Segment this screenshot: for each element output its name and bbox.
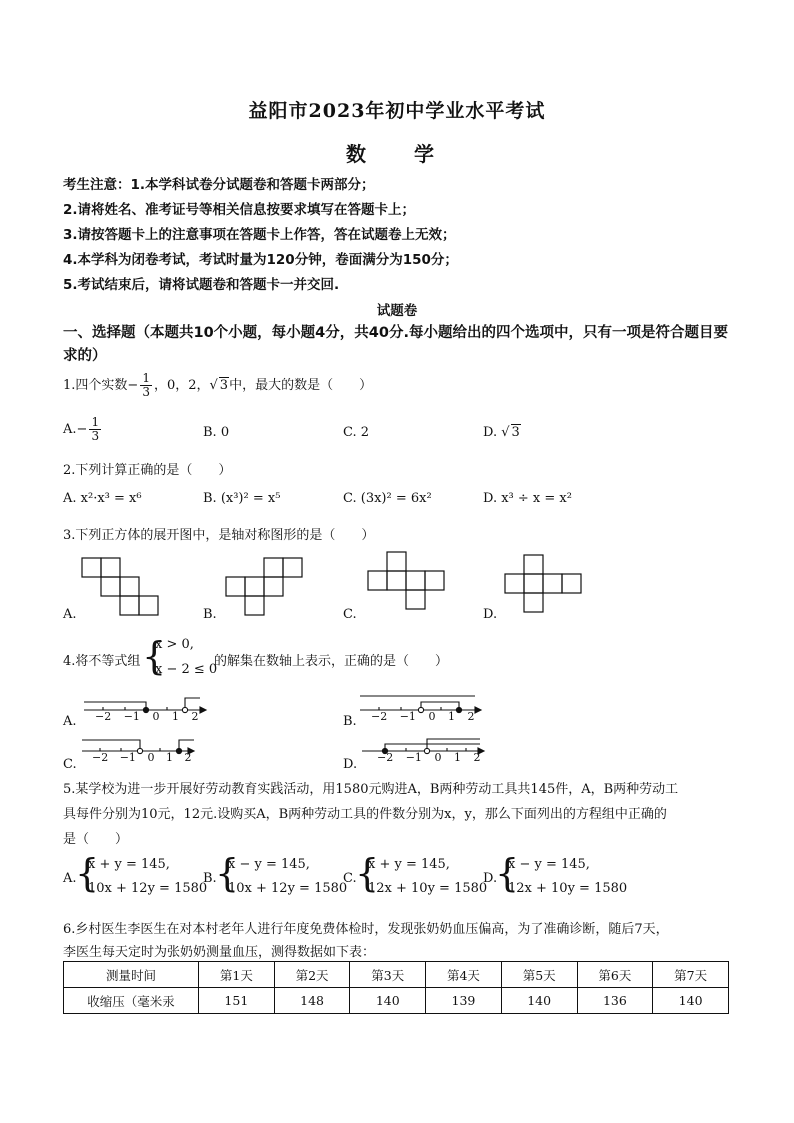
table-header-cell: 第4天 [426,962,502,988]
q3-option-d: D. [483,607,498,622]
table-cell: 140 [653,988,729,1014]
q5-c-eq1: x + y = 145, [368,857,450,872]
q5-b-eq2: 10x + 12y = 1580 [228,881,348,896]
q4-option-a: A. [63,714,77,729]
question-6-line-1: 6.乡村医生李医生在对本村老年人进行年度免费体检时，发现张奶奶血压偏高，为了准确诊断，随后7天， [63,922,669,937]
notice-line-1: 考生注意：1.本学科试卷分试题卷和答题卡两部分； [63,177,375,193]
q4-d-ticks: −2 −1 0 1 2 [377,751,481,764]
q3-option-a: A. [63,607,77,622]
q5-option-b-label: B. [203,871,217,886]
system-eq-1: x > 0, [155,637,194,652]
q4-option-c: C. [63,757,77,772]
q3-option-c: C. [343,607,357,622]
exam-page: 益阳市2023年初中学业水平考试 数 学 考生注意：1.本学科试卷分试题卷和答题卡两部分； 2.请将姓名、准考证号等相关信息按要求填写在答题卡上； 3.请按答题卡上的注意事项在答题卡上作答，答在试题卷上无效； 4.本学科为闭卷考试，考试时量为120分钟，卷面满分为150分； 5.考试结束后，请将试题卷和答题卡一并交回. 试题卷 一、选择题（本题共10个小题，每小题4分，共40分.每小题给出的四个选项中，只有一项是符合题目要求的） 1.四个实数− $\frac{1}{3}$ ，0，2，√ 3中，最大的数是（ ） A.− $\frac{1}{3}$ B. 0 C. 2 D. √ 3 2.下列计算正确的是（ ） A. x²·x³ = x⁶ B. (x³)² = x⁵ C. (3x)² = 6x² D. x³ ÷ x = x² 3.下列正方体的展开图中，是轴对称图形的是（ ） A. B. C. D. 4.将不等式组 { x > 0, x − 2 ≤ 0 的解集在数轴上表示，正确的是（ ） A. −2 −1 0 1 2 B. −2 −1 0 1 2 C. −2 −1 0 1 2 D. −2 −1 0 1 2 5.某学校为进一步开展好劳动教育实践活动，用1580元购进A，B两种劳动工具共145件，A，B两种劳动工 具每件分别为10元，12元.设购买A，B两种劳动工具的件数分别为x，y，那么下面列出的方程组中正确的 是（ ） A. { x + y = 145, 10x + 12y = 1580 B. { x − y = 145, 10x + 12y = 1580 C. { x + y = 145, 12x + 10y = 1580 D. { x − y = 145, 12x + 10y = 1580 6.乡村医生李医生在对本村老年人进行年度免费体检时，发现张奶奶血压偏高，为了准确诊断，随后7天， 李医生每天定时为张奶奶测量血压，测得数据如下表： 测量时间 第1天 第2天 第3天 第4天 第5天 第6天 第7天 收缩压（毫米汞 151 148 140 139 140 136 140 [0,0,794,1123]
question-5-line-3: 是（ ） [63,832,129,847]
q4-a-ticks: −2 −1 0 1 2 [95,710,199,723]
q2-option-b: B. (x³)² = x⁵ [203,491,281,506]
q5-option-c-label: C. [343,871,357,886]
q2-option-a: A. x²·x³ = x⁶ [63,491,142,506]
blood-pressure-table [63,961,729,1014]
table-header-cell: 第7天 [653,962,729,988]
table-cell: 140 [350,988,426,1014]
q4-b-ticks: −2 −1 0 1 2 [371,710,475,723]
paper-label: 试题卷 [376,303,418,319]
table-cell: 140 [501,988,577,1014]
section-heading: 一、选择题（本题共10个小题，每小题4分，共40分.每小题给出的四个选项中，只有一项是符合题目要求的） [63,325,728,364]
q5-a-eq1: x + y = 145, [88,857,170,872]
cube-nets-figure [0,552,794,632]
fraction: $\frac{1}{3}$ [142,371,150,399]
question-4-stem-a: 4.将不等式组 [63,654,141,669]
q3-option-b: B. [203,607,217,622]
q4-option-d: D. [343,757,358,772]
question-1-stem: 1.四个实数− $\frac{1}{3}$ ，0，2，√ 3中，最大的数是（ ） [63,371,373,399]
q2-option-c: C. (3x)² = 6x² [343,491,432,506]
q1-option-a: A.− $\frac{1}{3}$ [63,415,100,443]
brace: { [142,634,167,678]
subject-title: 数 学 [346,142,448,166]
question-3-stem: 3.下列正方体的展开图中，是轴对称图形的是（ ） [63,528,375,543]
q1-option-d: D. √ 3 [483,425,520,440]
q5-a-eq2: 10x + 12y = 1580 [88,881,208,896]
table-row-label: 收缩压（毫米汞 [64,988,199,1014]
table-cell: 148 [274,988,350,1014]
question-5-line-1: 5.某学校为进一步开展好劳动教育实践活动，用1580元购进A，B两种劳动工具共145件，A，B两种劳动工 [63,782,679,797]
table-header-cell: 第2天 [274,962,350,988]
question-6-line-2: 李医生每天定时为张奶奶测量血压，测得数据如下表： [63,945,376,960]
q1-option-c: C. 2 [343,425,370,440]
notice-line-2: 2.请将姓名、准考证号等相关信息按要求填写在答题卡上； [63,202,416,218]
table-header-cell: 测量时间 [64,962,199,988]
number-lines-figure [0,690,794,780]
q4-c-ticks: −2 −1 0 1 2 [92,751,192,764]
q1-option-b: B. 0 [203,425,230,440]
q5-c-eq2: 12x + 10y = 1580 [368,881,488,896]
notice-line-5: 5.考试结束后，请将试题卷和答题卡一并交回. [63,277,340,293]
q5-b-eq1: x − y = 145, [228,857,310,872]
question-2-stem: 2.下列计算正确的是（ ） [63,463,232,478]
system-eq-2: x − 2 ≤ 0 [155,662,218,677]
table-header-cell: 第3天 [350,962,426,988]
question-4-stem-b: 的解集在数轴上表示，正确的是（ ） [214,654,449,669]
table-header-cell: 第1天 [199,962,275,988]
notice-line-4: 4.本学科为闭卷考试，考试时量为120分钟，卷面满分为150分； [63,252,458,268]
q5-d-eq2: 12x + 10y = 1580 [508,881,628,896]
table-row [64,988,729,1014]
table-header-cell: 第5天 [501,962,577,988]
table-header-cell: 第6天 [577,962,653,988]
table-cell: 151 [199,988,275,1014]
notice-line-3: 3.请按答题卡上的注意事项在答题卡上作答，答在试题卷上无效； [63,227,456,243]
q5-option-d-label: D. [483,871,498,886]
q5-option-a-label: A. [63,871,77,886]
table-cell: 139 [426,988,502,1014]
q5-d-eq1: x − y = 145, [508,857,590,872]
exam-title: 益阳市2023年初中学业水平考试 [248,100,546,122]
question-5-line-2: 具每件分别为10元，12元.设购买A，B两种劳动工具的件数分别为x，y，那么下面列出的方程组中正确的 [63,807,667,822]
table-cell: 136 [577,988,653,1014]
table-header-row [64,962,729,988]
q2-option-d: D. x³ ÷ x = x² [483,491,572,506]
q4-option-b: B. [343,714,357,729]
